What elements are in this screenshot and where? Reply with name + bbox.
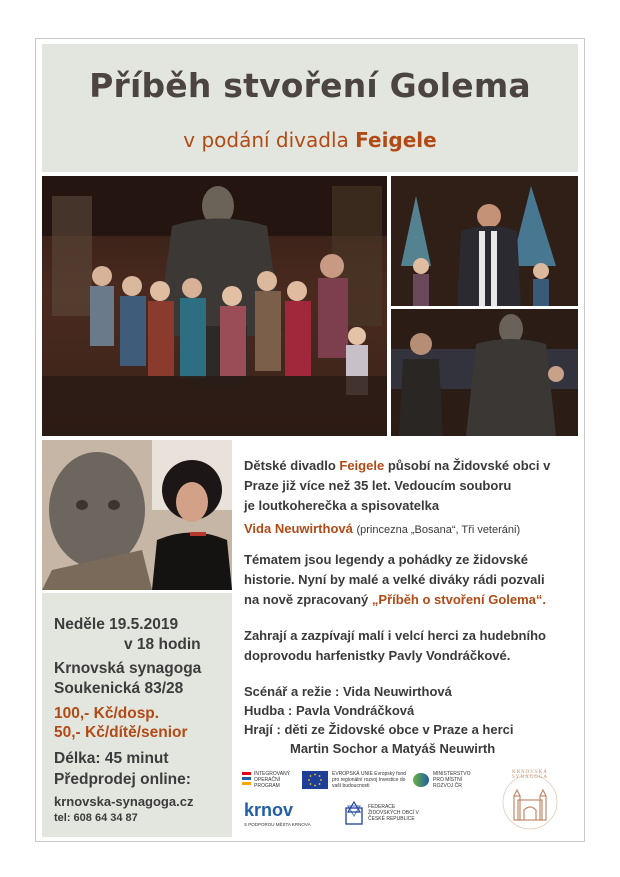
desc-line-6 [244, 572, 545, 587]
event-address: Soukenická 83/28 [54, 680, 184, 697]
desc-text: Dětské divadlo [244, 458, 336, 473]
credit-music: Hudba : Pavla Vondráčková [244, 703, 415, 718]
federace-logo [343, 800, 423, 830]
desc-text: Praze již více než 35 let. Vedoucím souboru [244, 478, 512, 493]
desc-line-8 [244, 628, 546, 643]
desc-text: Tématem jsou legendy a pohádky ze židovské [244, 552, 528, 567]
federace-logo-text: FEDERACE ŽIDOVSKÝCH OBCÍ V ČESKÉ REPUBLICE [368, 804, 419, 822]
desc-line-1 [244, 458, 550, 473]
event-duration: Délka: 45 minut [54, 750, 169, 767]
credit-director: Scénář a režie : Vida Neuwirthová [244, 684, 452, 699]
krnov-logo-text: krnov [244, 800, 294, 820]
desc-text: je loutkoherečka a spisovatelka [244, 498, 440, 513]
krnov-logo [244, 800, 324, 830]
iop-logo-text: INTEGROVANÝ OPERAČNÍ PROGRAM [254, 771, 291, 789]
iop-stripe-icon [242, 777, 251, 780]
iop-logo [242, 770, 297, 790]
desc-line-3 [244, 498, 439, 513]
desc-text: na nově zpracovaný [244, 592, 369, 607]
desc-line-5 [244, 552, 528, 567]
mmr-swirl-icon [413, 773, 429, 787]
desc-text: Zahrají a zazpívají malí i velcí herci za hudebního [244, 628, 546, 643]
star-of-david-icon [343, 800, 365, 826]
event-date: Neděle 19.5.2019 [54, 616, 179, 633]
stage-photo-top-right [391, 176, 578, 306]
price-child-senior: 50,- Kč/dítě/senior [54, 724, 188, 741]
subtitle-theatre-name: Feigele [355, 128, 437, 152]
event-venue: Krnovská synagoga [54, 660, 202, 677]
eu-flag-icon [302, 771, 328, 789]
desc-text: působí na Židovské obci v [387, 458, 551, 473]
website-link[interactable]: krnovska-synagoga.cz [54, 794, 194, 809]
eu-logo [302, 770, 410, 790]
desc-line-4 [244, 521, 520, 536]
portrait-photo-vida-neuwirthova [42, 440, 232, 590]
phone-number: tel: 608 64 34 87 [54, 812, 138, 824]
desc-line-2 [244, 478, 511, 493]
mmr-logo [413, 770, 483, 790]
krnov-logo-subtext: S PODPOROU MĚSTA KRNOVA [244, 822, 311, 827]
desc-line-7 [244, 592, 546, 607]
eu-logo-text: EVROPSKÁ UNIE Evropský fond pro regionální rozvoj Investice do vaší budoucnosti [332, 771, 406, 789]
desc-theatre-name: Feigele [339, 458, 385, 473]
desc-text: doprovodu harfenistky Pavly Vondráčkové. [244, 648, 511, 663]
event-time: v 18 hodin [124, 636, 201, 653]
desc-line-9 [244, 648, 510, 663]
mmr-logo-text: MINISTERSTVO PRO MÍSTNÍ ROZVOJ ČR [433, 771, 471, 789]
desc-text: historie. Nyní by malé a velké diváky rádi pozvali [244, 572, 545, 587]
desc-play-title: „Příběh o stvoření Golema“. [371, 592, 547, 607]
poster-header [42, 44, 578, 172]
synagoga-logo-text: KRNOVSKÁ SYNAGOGA [511, 770, 549, 780]
desc-author-works: (princezna „Bosana“, Tři veteráni) [356, 524, 521, 536]
stage-photo-main [42, 176, 387, 436]
credit-cast-actors: Martin Sochor a Matyáš Neuwirth [290, 741, 496, 756]
iop-stripe-icon [242, 772, 251, 775]
stage-photo-bottom-right [391, 309, 578, 436]
desc-author-name: Vida Neuwirthová [244, 521, 353, 536]
price-adult: 100,- Kč/dosp. [54, 705, 160, 722]
krnovska-synagoga-logo [500, 772, 560, 832]
synagogue-building-icon [500, 772, 560, 832]
poster-title: Příběh stvoření Golema [89, 66, 531, 105]
iop-stripe-icon [242, 782, 251, 785]
credit-cast: Hrají : děti ze Židovské obce v Praze a herci [244, 722, 514, 737]
presale-label: Předprodej online: [54, 771, 191, 788]
subtitle-prefix: v podání divadla [183, 128, 349, 152]
poster-subtitle [42, 128, 578, 152]
